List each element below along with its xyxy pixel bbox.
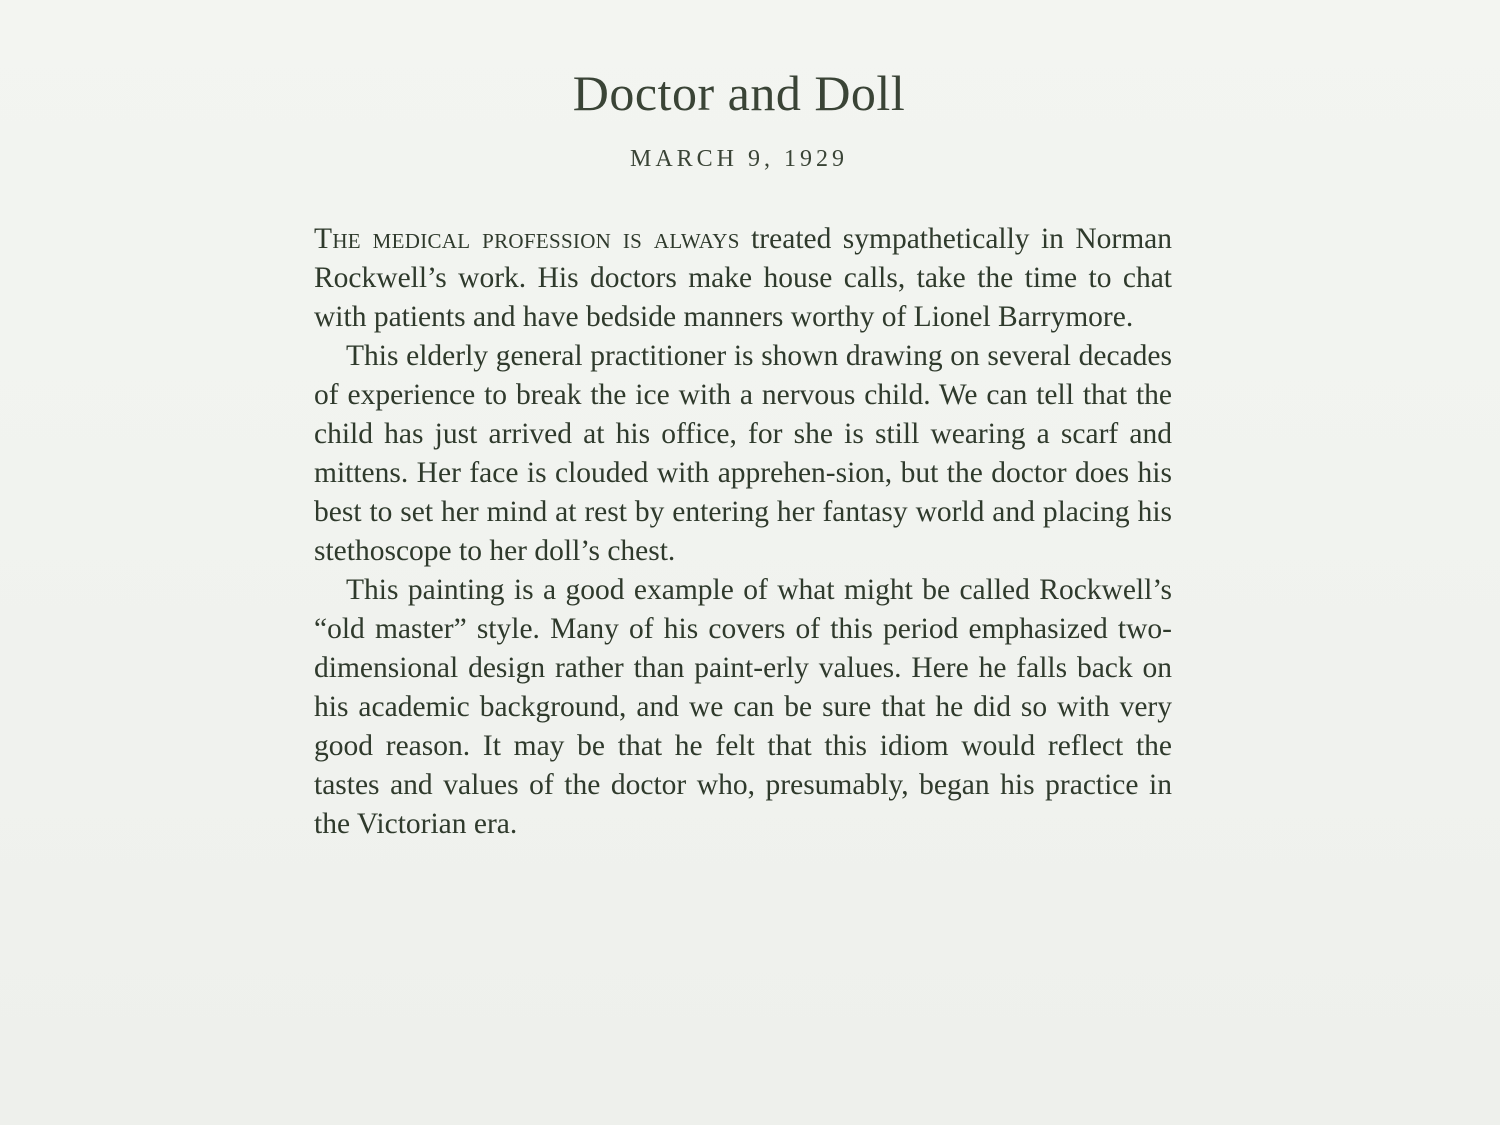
paragraph-1-text: treated sympathetically in Norman Rockwell’s work. His doctors make house calls, take the time to chat with patients and have bedside manners worthy of Lionel Barrymore. (314, 223, 1173, 333)
paragraph-1 (314, 220, 1172, 337)
page-title: Doctor and Doll (572, 65, 906, 121)
paragraph-2: This elderly general practitioner is shown drawing on several decades of experience to break the ice with a nervous child. We can tell that the child has just arrived at his office, for she is still wearing a scarf and mittens. Her face is clouded with apprehen-sion, but the doctor does his best to set her mind at rest by entering her fantasy world and placing his stethoscope to her doll’s chest. (314, 340, 1172, 567)
publication-date: MARCH 9, 1929 (629, 146, 849, 172)
article-body (314, 220, 1172, 844)
paragraph-1-lead-in: The medical profession is always (314, 223, 740, 255)
paragraph-3: This painting is a good example of what might be called Rockwell’s “old master” style. Many of his covers of this period emphasized two-dimensional design rather than paint-erly values. Here he falls back on his academic background, and we can be sure that he did so with very good reason. It may be that he felt that this idiom would reflect the tastes and values of the doctor who, presumably, began his practice in the Victorian era. (314, 574, 1172, 840)
